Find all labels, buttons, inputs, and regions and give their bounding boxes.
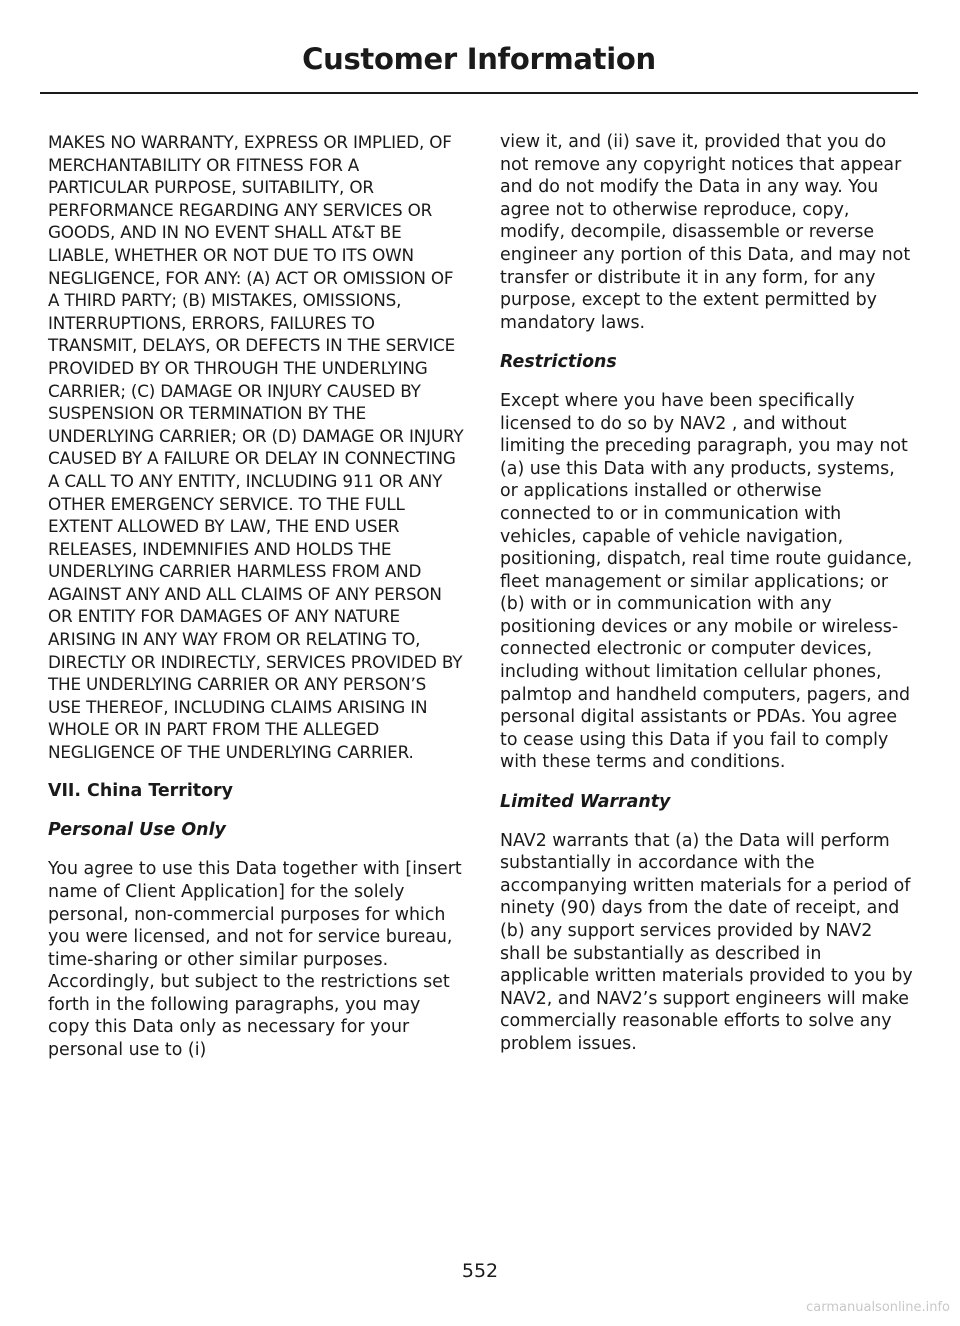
sub-heading-personal-use: Personal Use Only	[48, 820, 226, 841]
page-header	[40, 40, 918, 94]
left-column	[48, 131, 464, 1078]
right-column	[500, 131, 916, 1072]
sub-heading-limited-warranty: Limited Warranty	[500, 791, 671, 812]
personal-use-paragraph: You agree to use this Data together with [insert name of Client Application] for the solely personal, non-commercial purposes for which you were licensed, and not for service bureau, time-sharing or other similar purposes. Accordingly, but subject to the restrictions set forth in the following paragraphs, you may copy this Data only as necessary for your personal use to (i)	[48, 859, 462, 1061]
sub-heading-restrictions: Restrictions	[500, 351, 617, 372]
section-heading-china-territory: VII. China Territory	[48, 781, 233, 802]
restrictions-paragraph: Except where you have been specifically licensed to do so by NAV2 , and without limiting the preceding paragraph, you may not (a) use this Data with any products, systems, or applications installed or otherwise connected to or in communication with vehicles, capable of vehicle navigation, positioning, dispatch, real time route guidance, fleet management or similar applications; or (b) with or in communication with any positioning devices or any mobile or wireless-connected electronic or computer devices, including without limitation cellular phones, palmtop and handheld computers, pagers, and personal digital assistants or PDAs. You agree to cease using this Data if you fail to comply with these terms and conditions.	[500, 390, 913, 773]
page-number: 552	[461, 1260, 499, 1282]
watermark-text: carmanualsonline.info	[806, 1300, 950, 1315]
warranty-paragraph: NAV2 warrants that (a) the Data will perform substantially in accordance with the accompanying written materials for a period of ninety (90) days from the date of receipt, and (b) any support services provided by NAV2 shall be substantially as described in applicable written materials provided to you by NAV2, and NAV2’s support engineers will make commercially reasonable efforts to solve any problem issues.	[500, 830, 913, 1054]
continuation-paragraph: view it, and (ii) save it, provided that you do not remove any copyright notices that appear and do not modify the Data in any way. You agree not to otherwise reproduce, copy, modify, decompile, disassemble or reverse engineer any portion of this Data, and may not transfer or distribute it in any form, for any purpose, except to the extent permitted by mandatory laws.	[500, 132, 911, 333]
disclaimer-paragraph: MAKES NO WARRANTY, EXPRESS OR IMPLIED, OF MERCHANTABILITY OR FITNESS FOR A PARTICULAR PURPOSE, SUITABILITY, OR PERFORMANCE REGARDING ANY SERVICES OR GOODS, AND IN NO EVENT SHALL AT&T BE LIABLE, WHETHER OR NOT DUE TO ITS OWN NEGLIGENCE, FOR ANY: (A) ACT OR OMISSION OF A THIRD PARTY; (B) MISTAKES, OMISSIONS, INTERRUPTIONS, ERRORS, FAILURES TO TRANSMIT, DELAYS, OR DEFECTS IN THE SERVICE PROVIDED BY OR THROUGH THE UNDERLYING CARRIER; (C) DAMAGE OR INJURY CAUSED BY SUSPENSION OR TERMINATION BY THE UNDERLYING CARRIER; OR (D) DAMAGE OR INJURY CAUSED BY A FAILURE OR DELAY IN CONNECTING A CALL TO ANY ENTITY, INCLUDING 911 OR ANY OTHER EMERGENCY SERVICE. TO THE FULL EXTENT ALLOWED BY LAW, THE END USER RELEASES, INDEMNIFIES AND HOLDS THE UNDERLYING CARRIER HARMLESS FROM AND AGAINST ANY AND ALL CLAIMS OF ANY PERSON OR ENTITY FOR DAMAGES OF ANY NATURE ARISING IN ANY WAY FROM OR RELATING TO, DIRECTLY OR INDIRECTLY, SERVICES PROVIDED BY THE UNDERLYING CARRIER OR ANY PERSON’S USE THEREOF, INCLUDING CLAIMS ARISING IN WHOLE OR IN PART FROM THE ALLEGED NEGLIGENCE OF THE UNDERLYING CARRIER.	[48, 132, 464, 763]
page-title: Customer Information	[302, 42, 656, 76]
